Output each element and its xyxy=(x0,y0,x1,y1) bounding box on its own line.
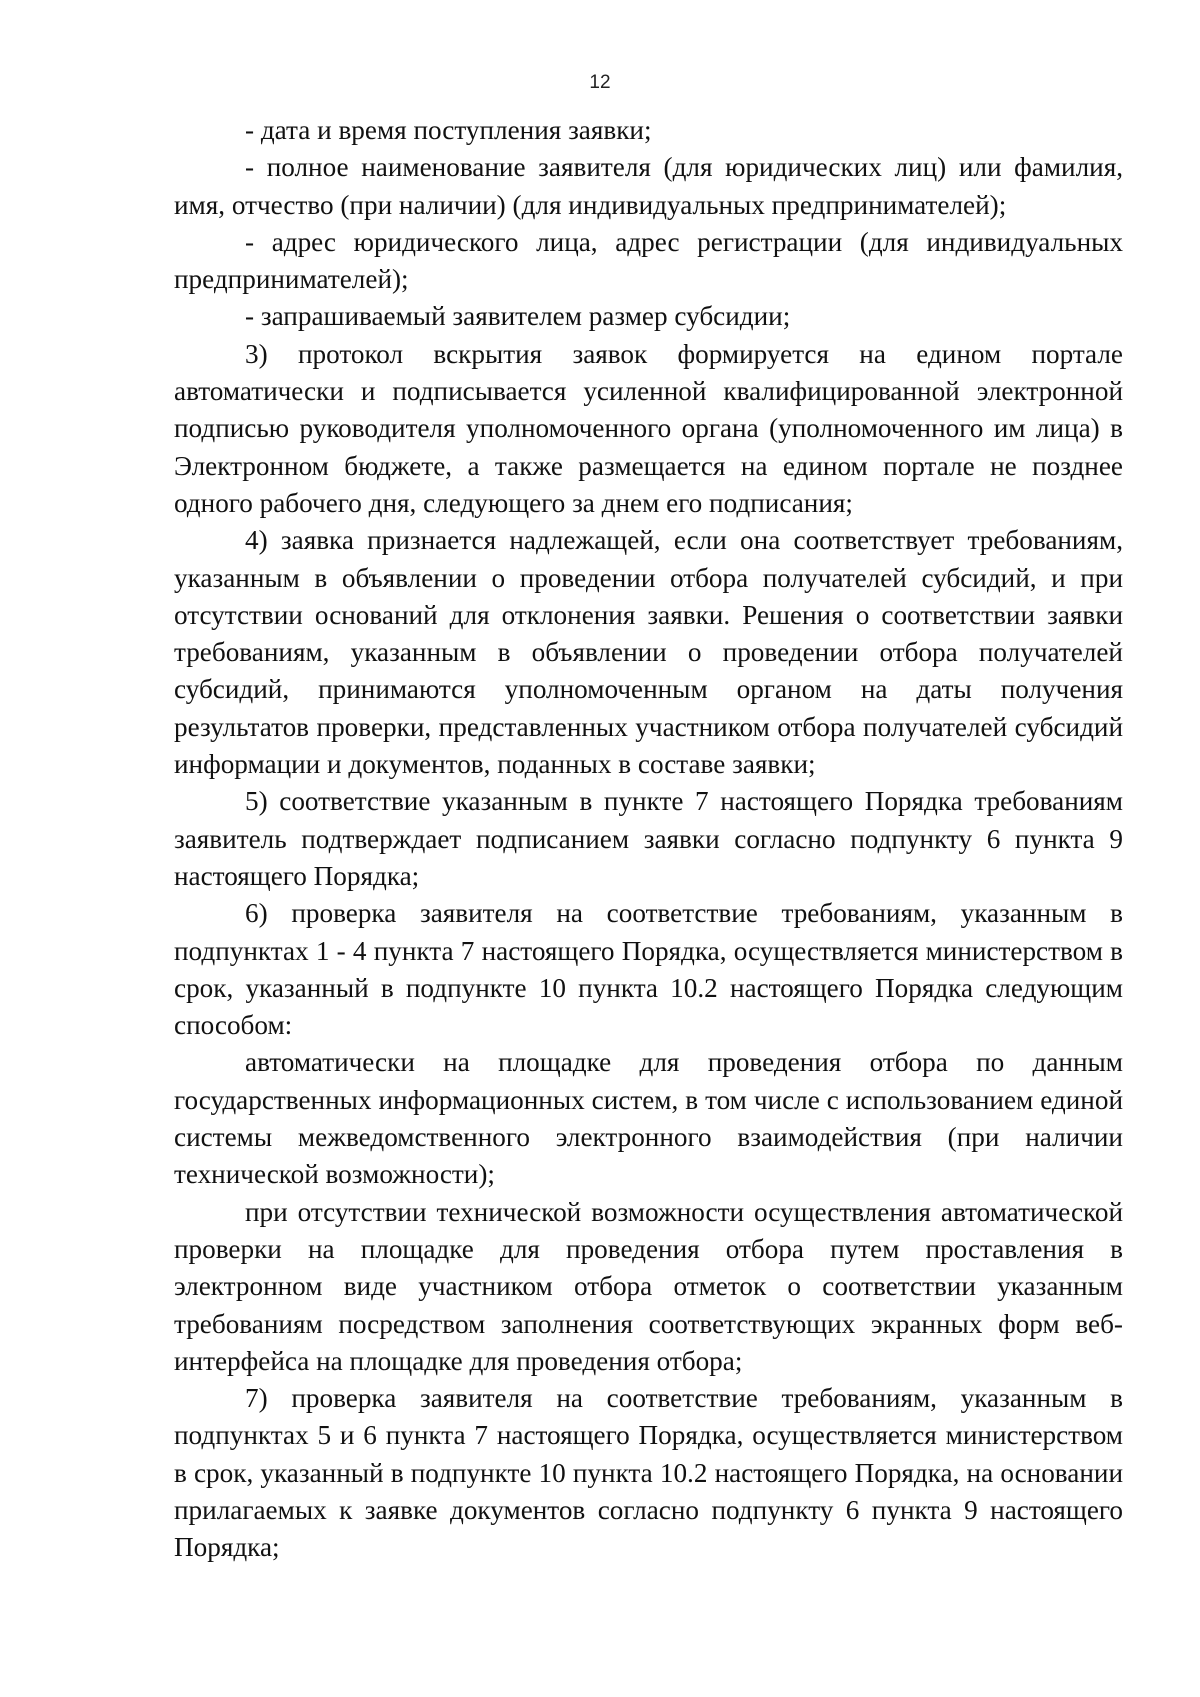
paragraph-subsidy-amount: - запрашиваемый заявителем размер субсидии; xyxy=(245,301,791,332)
paragraph-date-time: - дата и время поступления заявки; xyxy=(245,115,652,145)
paragraph-item-7: 7) проверка заявителя на соответствие требованиям, указанным в подпунктах 5 и 6 пункта 7 настоящего Порядка, осуществляется министерством в срок, указанный в подпункте 10 пункта 10.2 настоящего Порядка, на основании прилагаемых к заявке документов согласно подпункту 6 пункта 9 настоящего Порядка; xyxy=(174,1383,1123,1563)
paragraph-applicant-name: - полное наименование заявителя (для юридических лиц) или фамилия, имя, отчество (при наличии) (для индивидуальных предпринимателей); xyxy=(174,152,1123,220)
page-number: 12 xyxy=(589,72,611,93)
paragraph-manual-check: при отсутствии технической возможности осуществления автоматической проверки на площадке для проведения отбора путем проставления в электронном виде участником отбора отметок о соответствии указанным требованиям посредством заполнения соответствующих экранных форм веб-интерфейса на площадке для проведения отбора; xyxy=(174,1196,1123,1376)
paragraph-item-6: 6) проверка заявителя на соответствие требованиям, указанным в подпунктах 1 - 4 пункта 7 настоящего Порядка, осуществляется министерством в срок, указанный в подпункте 10 пункта 10.2 настоящего Порядка следующим способом: xyxy=(174,898,1123,1041)
paragraph-item-5: 5) соответствие указанным в пункте 7 настоящего Порядка требованиям заявитель подтверждает подписанием заявки согласно подпункту 6 пункта 9 настоящего Порядка; xyxy=(174,786,1123,891)
paragraph-item-3: 3) протокол вскрытия заявок формируется на едином портале автоматически и подписывается усиленной квалифицированной электронной подписью руководителя уполномоченного органа (уполномоченного им лица) в Электронном бюджете, а также размещается на едином портале не позднее одного рабочего дня, следующего за днем его подписания; xyxy=(174,338,1123,518)
document-body xyxy=(174,112,1123,1567)
paragraph-item-4: 4) заявка признается надлежащей, если она соответствует требованиям, указанным в объявлении о проведении отбора получателей субсидий, и при отсутствии оснований для отклонения заявки. Решения о соответствии заявки требованиям, указанным в объявлении о проведении отбора получателей субсидий, принимаются уполномоченным органом на даты получения результатов проверки, представленных участником отбора получателей субсидий информации и документов, поданных в составе заявки; xyxy=(174,525,1123,780)
paragraph-automatic-check: автоматически на площадке для проведения отбора по данным государственных информационных систем, в том числе с использованием единой системы межведомственного электронного взаимодействия (при наличии технической возможности); xyxy=(174,1047,1123,1190)
paragraph-address: - адрес юридического лица, адрес регистрации (для индивидуальных предпринимателей); xyxy=(174,226,1123,295)
